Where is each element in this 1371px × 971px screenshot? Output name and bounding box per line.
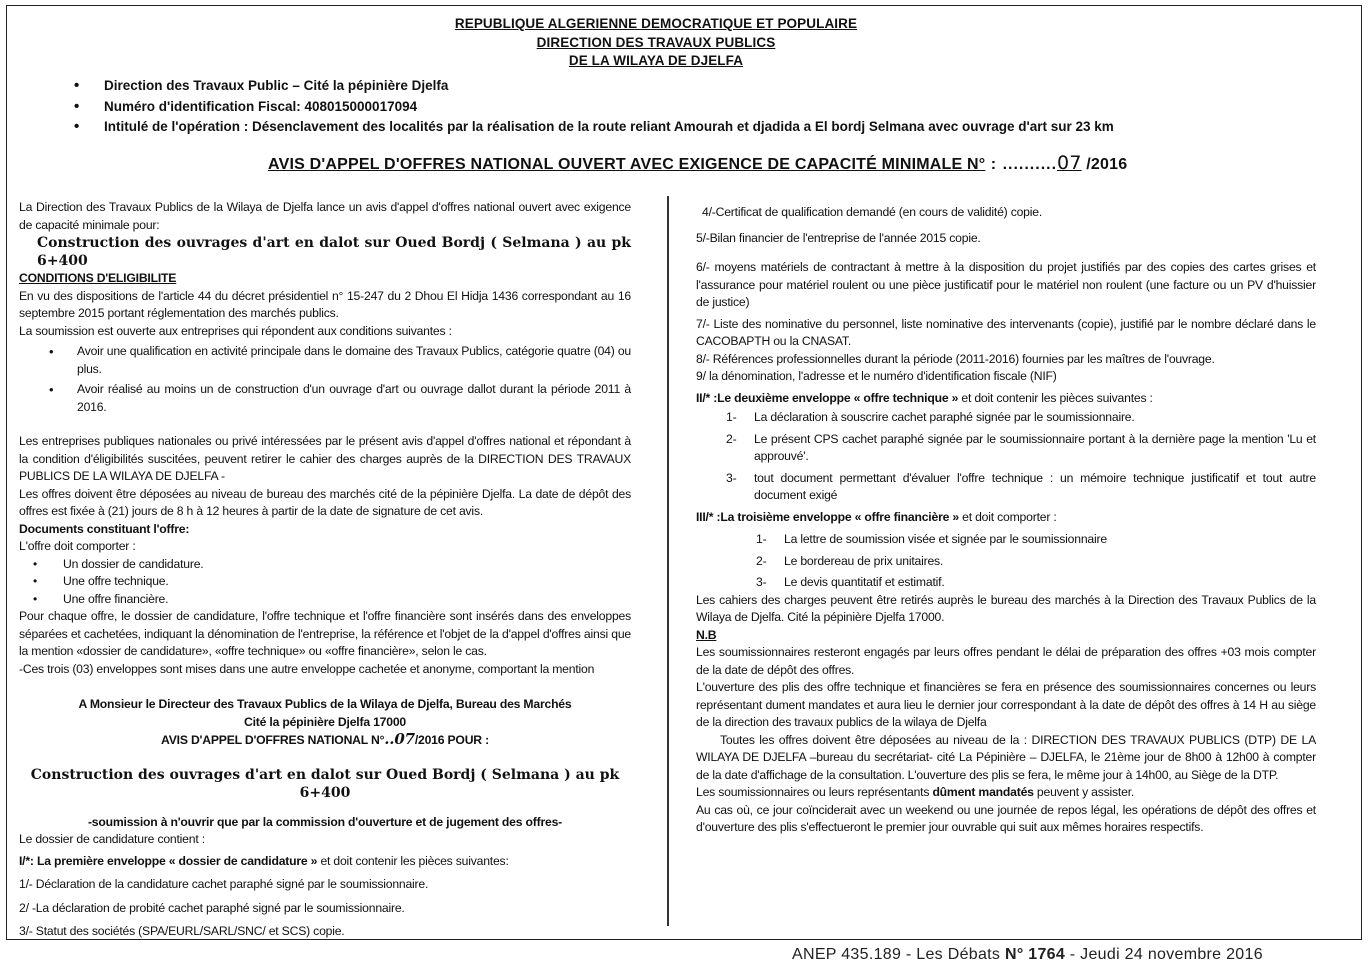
project-title-repeat: Construction des ouvrages d'art en dalot sur Oued Bordj ( Selmana ) au pk 6+400 bbox=[30, 766, 620, 801]
document-header bbox=[0, 15, 1312, 71]
direction-heading: DIRECTION DES TRAVAUX PUBLICS bbox=[536, 34, 776, 50]
enveloppe-3-item: 3- Le devis quantitatif et estimatif. bbox=[756, 575, 945, 589]
info-item-operation: • Intitulé de l'opération : Désenclavement des localités par la réalisation de la route reliant Amourah et djadida a El bordj Selmana avec ouvrage d'art sur 23 km bbox=[72, 117, 1272, 138]
enveloppe-1-heading: I/*: La première enveloppe « dossier de candidature » et doit contenir les pièces suivantes: bbox=[19, 853, 509, 868]
wilaya-heading: DE LA WILAYA DE DJELFA bbox=[568, 53, 744, 68]
info-item-direction: • Direction des Travaux Public – Cité la pépinière Djelfa bbox=[72, 76, 1272, 97]
retrait-text: Les entreprises publiques nationales ou privé intéressées par le présent avis d'appel d'offres national et répondant à la condition d'éligibilités suscitées, peuvent retirer le cahier des charges auprès de la DIRECTION DES TRAVAUX PUBLICS DE LA WILAYA DE DJELFA - bbox=[19, 434, 631, 483]
enveloppe-2-heading: II/* :Le deuxième enveloppe « offre technique » et doit contenir les pièces suivantes : bbox=[696, 390, 1153, 405]
toutes-text: Toutes les offres doivent être déposées au niveau de la : DIRECTION DES TRAVAUX PUBLICS (DTP) DE LA WILAYA DE DJELFA –bureau du secrétariat- cité La Pépinière – DJELFA, le 21ème jour de 8h00 à 12h00 à compter de la date d'affichage de la consultation. L'ouverture des plis se fera, le même jour à 14h00, au Siège de la DTP. bbox=[696, 732, 1316, 782]
piece-item-9: 9/ la dénomination, l'adresse et le numéro d'identification fiscale (NIF) bbox=[696, 369, 1057, 383]
conditions-heading: CONDITIONS D'ELIGIBILITE bbox=[19, 271, 177, 285]
enveloppe-3-heading: III/* :La troisième enveloppe « offre financière » et doit comporter : bbox=[696, 509, 1057, 524]
piece-item-7: 7/- Liste des nominative du personnel, liste nominative des intervenants (copie), justifié par le nombre déclaré dans le CACOBAPTH ou la CNASAT. bbox=[696, 316, 1316, 348]
ouverture-text: L'ouverture des plis des offre technique et financières se fera en présence des soumissionnaires concernes ou leurs représentant dument mandates et aura lieu le dernier jour correspondant à la date de dépôt des offres à 14 H au siège de la direction des travaux publics de la wilaya de Djelfa bbox=[696, 680, 1316, 729]
condition-item: • Avoir réalisé au moins un de construction d'un ouvrage d'art ou ouvrage dallot durant la période 2011 à 2016. bbox=[19, 381, 631, 416]
address-line-2: Cité la pépinière Djelfa 17000 bbox=[244, 714, 406, 729]
enveloppe-2-item: 1- La déclaration à souscrire cachet paraphé signée par le soumissionnaire. bbox=[726, 410, 1135, 424]
depot-text: Les offres doivent être déposées au niveau de bureau des marchés cité de la pépinière Djelfa. La date de dépôt des offres est fixée à (21) jours de 8 h à 12 heures à partir de la date de signature de cet avis. bbox=[19, 486, 631, 518]
decret-text: En vu des dispositions de l'article 44 du décret présidentiel n° 15-247 du 2 Dhou El Hidja 1436 correspondant au 16 septembre 2015 portant réglementation des marchés publics. bbox=[19, 288, 631, 320]
trois-text: -Ces trois (03) enveloppes sont mises dans une autre enveloppe cachetée et anonyme, comportant la mention bbox=[19, 661, 595, 676]
intro-text: La Direction des Travaux Publics de la Wilaya de Djelfa lance un avis d'appel d'offres national ouvert avec exigence de capacité minimale pour: bbox=[19, 200, 631, 232]
left-column bbox=[19, 199, 631, 941]
enveloppe-2-item: 3- tout document permettant d'évaluer l'offre technique : un mémoire technique justificatif et tout autre document exigé bbox=[726, 470, 1316, 502]
enveloppe-1-item: 3/- Statut des sociétés (SPA/EURL/SARL/SNC/ et SCS) copie. bbox=[19, 924, 345, 938]
publication-footer: ANEP 435.189 - Les Débats N° 1764 - Jeudi 24 novembre 2016 bbox=[792, 946, 1263, 963]
weekend-text: Au cas où, ce jour coïnciderait avec un weekend ou une journée de repos légal, les opérations de dépôt des offres et d'ouverture des plis s'effectueront le premier jour ouvrable qui suit aux mêmes horaires respectifs. bbox=[696, 802, 1316, 834]
piece-item-6: 6/- moyens matériels de contractant à mettre à la disposition du projet justifiés par des copies des cartes grises et l'assurance pour matériel roulent ou une pièce justificatif pour le matériel non roulent (une facture ou un PV d'huissier de justice) bbox=[696, 260, 1316, 309]
info-list bbox=[72, 76, 1272, 138]
cahiers-text: Les cahiers des charges peuvent être retirés auprès le bureau des marchés à la Direction des Travaux Publics de la Wilaya de Djelfa. Cité la pépinière Djelfa 17000. bbox=[696, 592, 1316, 624]
document-item: • Une offre financière. bbox=[19, 591, 631, 609]
piece-item-5: 5/-Bilan financier de l'entreprise de l'année 2015 copie. bbox=[696, 230, 981, 245]
condition-item: • Avoir une qualification en activité principale dans le domaine des Travaux Publics, catégorie quatre (04) ou plus. bbox=[19, 343, 631, 378]
avis-title: AVIS D'APPEL D'OFFRES NATIONAL OUVERT AVEC EXIGENCE DE CAPACITÉ MINIMALE N° : ..........07 /2016 bbox=[268, 152, 1128, 174]
right-column bbox=[696, 204, 1316, 837]
republic-heading: REPUBLIQUE ALGERIENNE DEMOCRATIQUE ET POPULAIRE bbox=[454, 16, 858, 31]
info-item-nif: • Numéro d'identification Fiscal: 408015000017094 bbox=[72, 97, 1272, 118]
invites-text: Les soumissionnaires ou leurs représentants dûment mandatés peuvent y assister. bbox=[696, 785, 1135, 799]
candidature-contient: Le dossier de candidature contient : bbox=[19, 832, 205, 846]
avis-number: 07 bbox=[1057, 152, 1082, 174]
engages-text: Les soumissionnaires resteront engagés par leurs offres pendant le délai de préparation des offres +03 mois compter de la date de dépôt des offres. bbox=[696, 645, 1316, 677]
nb-heading: N.B bbox=[696, 627, 717, 642]
handwritten-number: ..07 bbox=[384, 730, 415, 748]
documents-heading: Documents constituant l'offre: bbox=[19, 521, 190, 536]
enveloppe-1-item: 1/- Déclaration de la candidature cachet paraphé signé par le soumissionnaire. bbox=[19, 877, 429, 891]
enveloppe-3-item: 2- Le bordereau de prix unitaires. bbox=[756, 553, 944, 568]
document-item: • Un dossier de candidature. bbox=[19, 556, 631, 574]
piece-item-4: 4/-Certificat de qualification demandé (en cours de validité) copie. bbox=[702, 205, 1043, 219]
enveloppe-1-item: 2/ -La déclaration de probité cachet paraphé signé par le soumissionnaire. bbox=[19, 900, 405, 915]
document-item: • Une offre technique. bbox=[19, 573, 631, 591]
ouverte-text: La soumission est ouverte aux entreprises qui répondent aux conditions suivantes : bbox=[19, 323, 452, 338]
enveloppe-2-item: 2- Le présent CPS cachet paraphé signée par le soumissionnaire portant à la dernière page la mention 'Lu et approuvé'. bbox=[726, 431, 1316, 463]
address-line-3: AVIS D'APPEL D'OFFRES NATIONAL N°..07/2016 POUR : bbox=[161, 730, 489, 748]
enveloppes-text: Pour chaque offre, le dossier de candidature, l'offre technique et l'offre financière sont insérés dans des enveloppes séparées et cachetées, indiquant la dénomination de l'entreprise, la référence et l'objet de la d'appel d'offres ainsi que la mention «dossier de candidature», «offre technique» ou «offre financière», selon le cas. bbox=[19, 609, 631, 658]
column-divider bbox=[667, 196, 669, 926]
project-title: Construction des ouvrages d'art en dalot sur Oued Bordj ( Selmana ) au pk 6+400 bbox=[37, 235, 631, 269]
comporter-text: L'offre doit comporter : bbox=[19, 539, 136, 553]
commission-text: -soumission à n'ouvrir que par la commission d'ouverture et de jugement des offres- bbox=[87, 814, 563, 829]
piece-item-8: 8/- Références professionnelles durant la période (2011-2016) fournies par les maîtres de l'ouvrage. bbox=[696, 351, 1215, 366]
address-line-1: A Monsieur le Directeur des Travaux Publics de la Wilaya de Djelfa, Bureau des Marchés bbox=[78, 697, 572, 711]
enveloppe-3-item: 1- La lettre de soumission visée et signée par le soumissionnaire bbox=[756, 532, 1107, 546]
